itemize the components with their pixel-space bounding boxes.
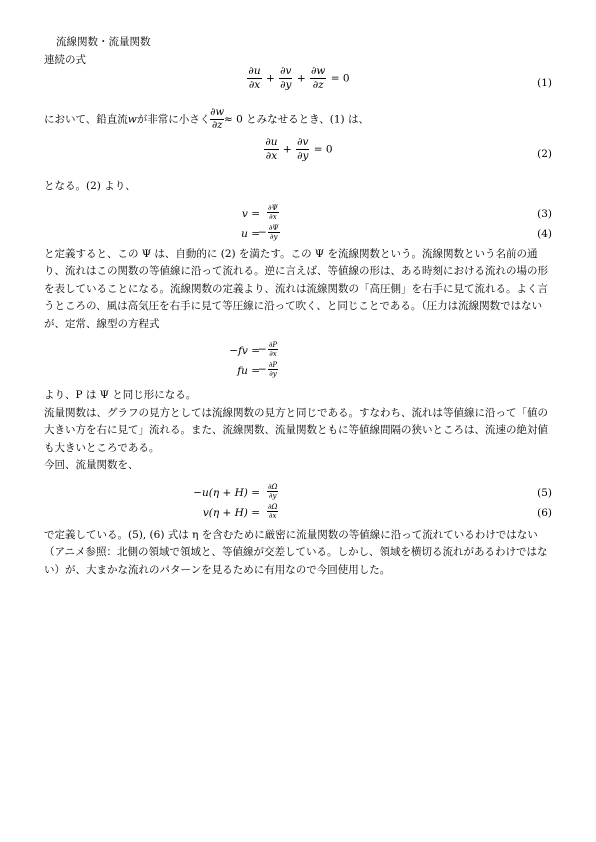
- frac-dv-dy: $\frac{\partial v}{\partial y}$: [280, 65, 292, 91]
- paragraph-this-time: 今回、流量関数を、: [44, 459, 139, 471]
- equations-pressure: [44, 341, 552, 381]
- equation-5-rhs: $\frac{\partial\Omega}{\partial y}$: [268, 482, 278, 500]
- paragraph-pressure-result: より、P は Ψ と同じ形になる。: [44, 389, 197, 401]
- equation-2-number: (2): [537, 148, 552, 160]
- paragraph-definition-note: で定義している。(5), (6) 式は η を含むために厳密に流量関数の等値線に沿って流れているわけではない（アニメ参照：北側の領域で領域と、等値線が交差している。しかし、領域を横切る流れがあるわけではない）が、大まかな流れのパターンを見るために有用なので今回使用した。: [44, 528, 548, 576]
- frac-dv-dy-2: $\frac{\partial v}{\partial y}$: [297, 136, 309, 162]
- equation-pressure-1-lhs: −fv =: [229, 345, 260, 357]
- equation-pressure-2-rhs: − $\frac{\partial P}{\partial y}$: [258, 361, 278, 378]
- equation-1-number: (1): [537, 77, 552, 89]
- equation-3: [44, 204, 552, 224]
- section-title: 流線関数・流量関数: [56, 36, 151, 48]
- frac-du-dx: $\frac{\partial u}{\partial x}$: [248, 65, 261, 91]
- equation-2-body: $\frac{\partial u}{\partial x}$ + $\frac{\partial v}{\partial y}$ = 0: [265, 136, 333, 162]
- equation-4: [44, 224, 552, 244]
- equation-1: [44, 65, 552, 105]
- equation-pressure-1-rhs: − $\frac{\partial P}{\partial x}$: [258, 341, 278, 358]
- equation-2: [44, 136, 552, 172]
- equations-5-6: [44, 483, 552, 523]
- paragraph-stream-function: と定義すると、この Ψ は、自動的に (2) を満たす。この Ψ を流線関数という。流線関数という名前の通り、流れはこの関数の等値線に沿って流れる。逆に言えば、等値線の形は、ある時刻における流れの場の形を表していることになる。流線関数の定義より、流れは流線関数の「高圧側」を右手に見て流れる。よく言うところの、風は高気圧を右手に見て等圧線に沿って吹く、と同じことである。（圧力は流線関数ではないが、定常、線型の方程式: [44, 247, 548, 330]
- equation-pressure-2-lhs: fu =: [237, 365, 260, 377]
- equation-1-body: $\frac{\partial u}{\partial x}$ + $\frac{\partial v}{\partial y}$ + $\frac{\partial w}{\partial z}$ = 0: [248, 65, 350, 91]
- equation-4-rhs: − $\frac{\partial\Psi}{\partial y}$: [258, 223, 279, 241]
- document: [44, 34, 552, 579]
- equation-6-number: (6): [537, 506, 552, 519]
- equation-5: [44, 483, 552, 503]
- equation-3-number: (3): [537, 207, 552, 220]
- paragraph-from-2: となる。(2) より、: [44, 180, 136, 192]
- paragraph-vertical-flow: [44, 107, 552, 132]
- text-vertical-flow-b: が非常に小さく: [136, 113, 211, 126]
- paragraph-flux-function: 流量関数は、グラフの見方としては流線関数の見方と同じである。すなわち、流れは等値線に沿って「値の大きい方を右に見て」流れる。また、流線関数、流量関数ともに等値線間隔の狭いところは、流速の絶対値も大きいところである。: [44, 406, 548, 454]
- frac-dw-dz: $\frac{\partial w}{\partial z}$: [310, 65, 326, 91]
- equation-4-number: (4): [537, 227, 552, 240]
- equation-5-number: (5): [537, 486, 552, 499]
- continuity-label: 連続の式: [44, 53, 86, 66]
- symbol-w: w: [127, 113, 137, 126]
- frac-du-dx-2: $\frac{\partial u}{\partial x}$: [265, 136, 278, 162]
- equation-6-rhs: $\frac{\partial\Omega}{\partial x}$: [268, 502, 278, 520]
- text-vertical-flow-a: において、鉛直流: [44, 113, 128, 126]
- equation-3-rhs: $\frac{\partial\Psi}{\partial x}$: [268, 203, 278, 221]
- equations-3-4: [44, 204, 552, 244]
- equation-4-lhs: u =: [241, 227, 260, 240]
- text-vertical-flow-c: ≈ 0 とみなせるとき、(1) は、: [224, 113, 369, 126]
- equation-6-lhs: v(η + H) =: [202, 506, 260, 519]
- equation-5-lhs: −u(η + H) =: [193, 486, 260, 499]
- equation-pressure-2: [44, 361, 552, 381]
- equation-3-lhs: v =: [241, 207, 260, 220]
- equation-pressure-1: [44, 341, 552, 361]
- frac-dw-dz-inline: $\frac{\partial w}{\partial z}$: [210, 107, 225, 131]
- equation-6: [44, 503, 552, 523]
